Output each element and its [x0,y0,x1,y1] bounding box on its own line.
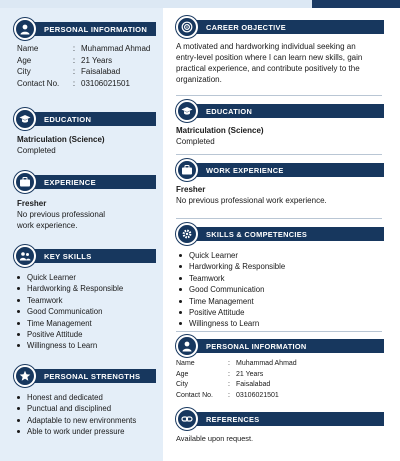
section-header [176,101,384,121]
list-item: Teamwork [14,295,156,306]
section-title: PERSONAL STRENGTHS [44,371,141,381]
skills-competencies-section [176,224,384,330]
section-title: PERSONAL INFORMATION [44,24,148,34]
section-header [14,19,156,39]
education-degree: Matriculation (Science) [17,135,105,144]
list-item: Hardworking & Responsible [14,283,156,294]
info-row-name: Name : Muhammad Ahmad [176,360,297,367]
section-header [14,366,156,386]
left-experience-section [14,172,156,231]
left-strengths-section [14,366,156,438]
user-icon [176,335,198,357]
list-item: Quick Learner [176,250,384,261]
info-row-contact: Contact No. : 03106021501 [176,391,279,399]
strengths-list [14,392,156,438]
section-header [14,109,156,129]
section-title: REFERENCES [206,414,260,424]
work-experience-section [176,160,384,206]
experience-line: No previous professional [17,210,106,219]
user-icon [14,18,36,40]
graduation-cap-icon [14,108,36,130]
references-section [176,409,384,444]
experience-line: work experience. [17,221,78,230]
list-item: Punctual and disciplined [14,403,156,414]
list-item: Teamwork [176,273,384,284]
section-title: SKILLS & COMPETENCIES [206,229,308,239]
skills-list [176,250,384,330]
list-item: Positive Attitude [14,329,156,340]
right-personal-info-section [176,336,384,401]
info-row-city: City : Faisalabad [17,67,121,76]
list-item: Honest and dedicated [14,392,156,403]
divider [176,218,382,219]
briefcase-icon [176,159,198,181]
work-level: Fresher [176,185,206,194]
list-item: Hardworking & Responsible [176,261,384,272]
top-accent-bar [0,0,400,8]
divider [176,95,382,96]
section-title: PERSONAL INFORMATION [206,341,307,351]
list-item: Able to work under pressure [14,426,156,437]
education-status: Completed [176,137,215,146]
gear-icon [176,223,198,245]
experience-level: Fresher [17,199,47,208]
star-icon [14,365,36,387]
right-education-section [176,101,384,147]
graduation-cap-icon [176,100,198,122]
list-item: Time Management [14,318,156,329]
section-header [176,409,384,429]
section-title: CAREER OBJECTIVE [206,22,286,32]
section-title: EXPERIENCE [44,177,96,187]
section-title: EDUCATION [44,114,92,124]
references-text: Available upon request. [176,434,254,443]
career-objective-text: A motivated and hardworking individual seeking an entry-level position where I can learn new skills, gain practical experience, and contribute positively to the organization. [176,42,363,84]
briefcase-icon [14,171,36,193]
section-title: EDUCATION [206,106,253,116]
section-header [176,17,384,37]
left-personal-info-section [14,19,156,89]
education-degree: Matriculation (Science) [176,126,264,135]
divider [176,331,382,332]
key-skills-list [14,272,156,352]
left-key-skills-section [14,246,156,352]
section-header [14,172,156,192]
list-item: Adaptable to new environments [14,415,156,426]
work-text: No previous professional work experience. [176,196,327,205]
list-item: Time Management [176,296,384,307]
list-item: Good Communication [14,306,156,317]
right-column [163,8,400,461]
section-title: WORK EXPERIENCE [206,165,284,175]
section-header [176,160,384,180]
list-item: Willingness to Learn [14,340,156,351]
info-rows [14,43,156,89]
section-header [176,224,384,244]
list-item: Positive Attitude [176,307,384,318]
left-column [0,8,163,461]
career-objective-section [176,17,384,85]
list-item: Quick Learner [14,272,156,283]
section-header [176,336,384,356]
divider [176,154,382,155]
list-item: Good Communication [176,284,384,295]
info-rows [176,359,384,401]
users-icon [14,245,36,267]
section-title: KEY SKILLS [44,251,92,261]
list-item: Willingness to Learn [176,318,384,329]
info-row-name: Name : Muhammad Ahmad [17,44,151,53]
link-icon [176,408,198,430]
info-row-city: City : Faisalabad [176,381,271,388]
info-row-contact: Contact No. : 03106021501 [17,78,130,88]
left-education-section [14,109,156,156]
education-status: Completed [17,146,56,155]
target-icon [176,16,198,38]
section-header [14,246,156,266]
info-row-age: Age : 21 Years [17,55,113,65]
info-row-age: Age : 21 Years [176,370,264,378]
